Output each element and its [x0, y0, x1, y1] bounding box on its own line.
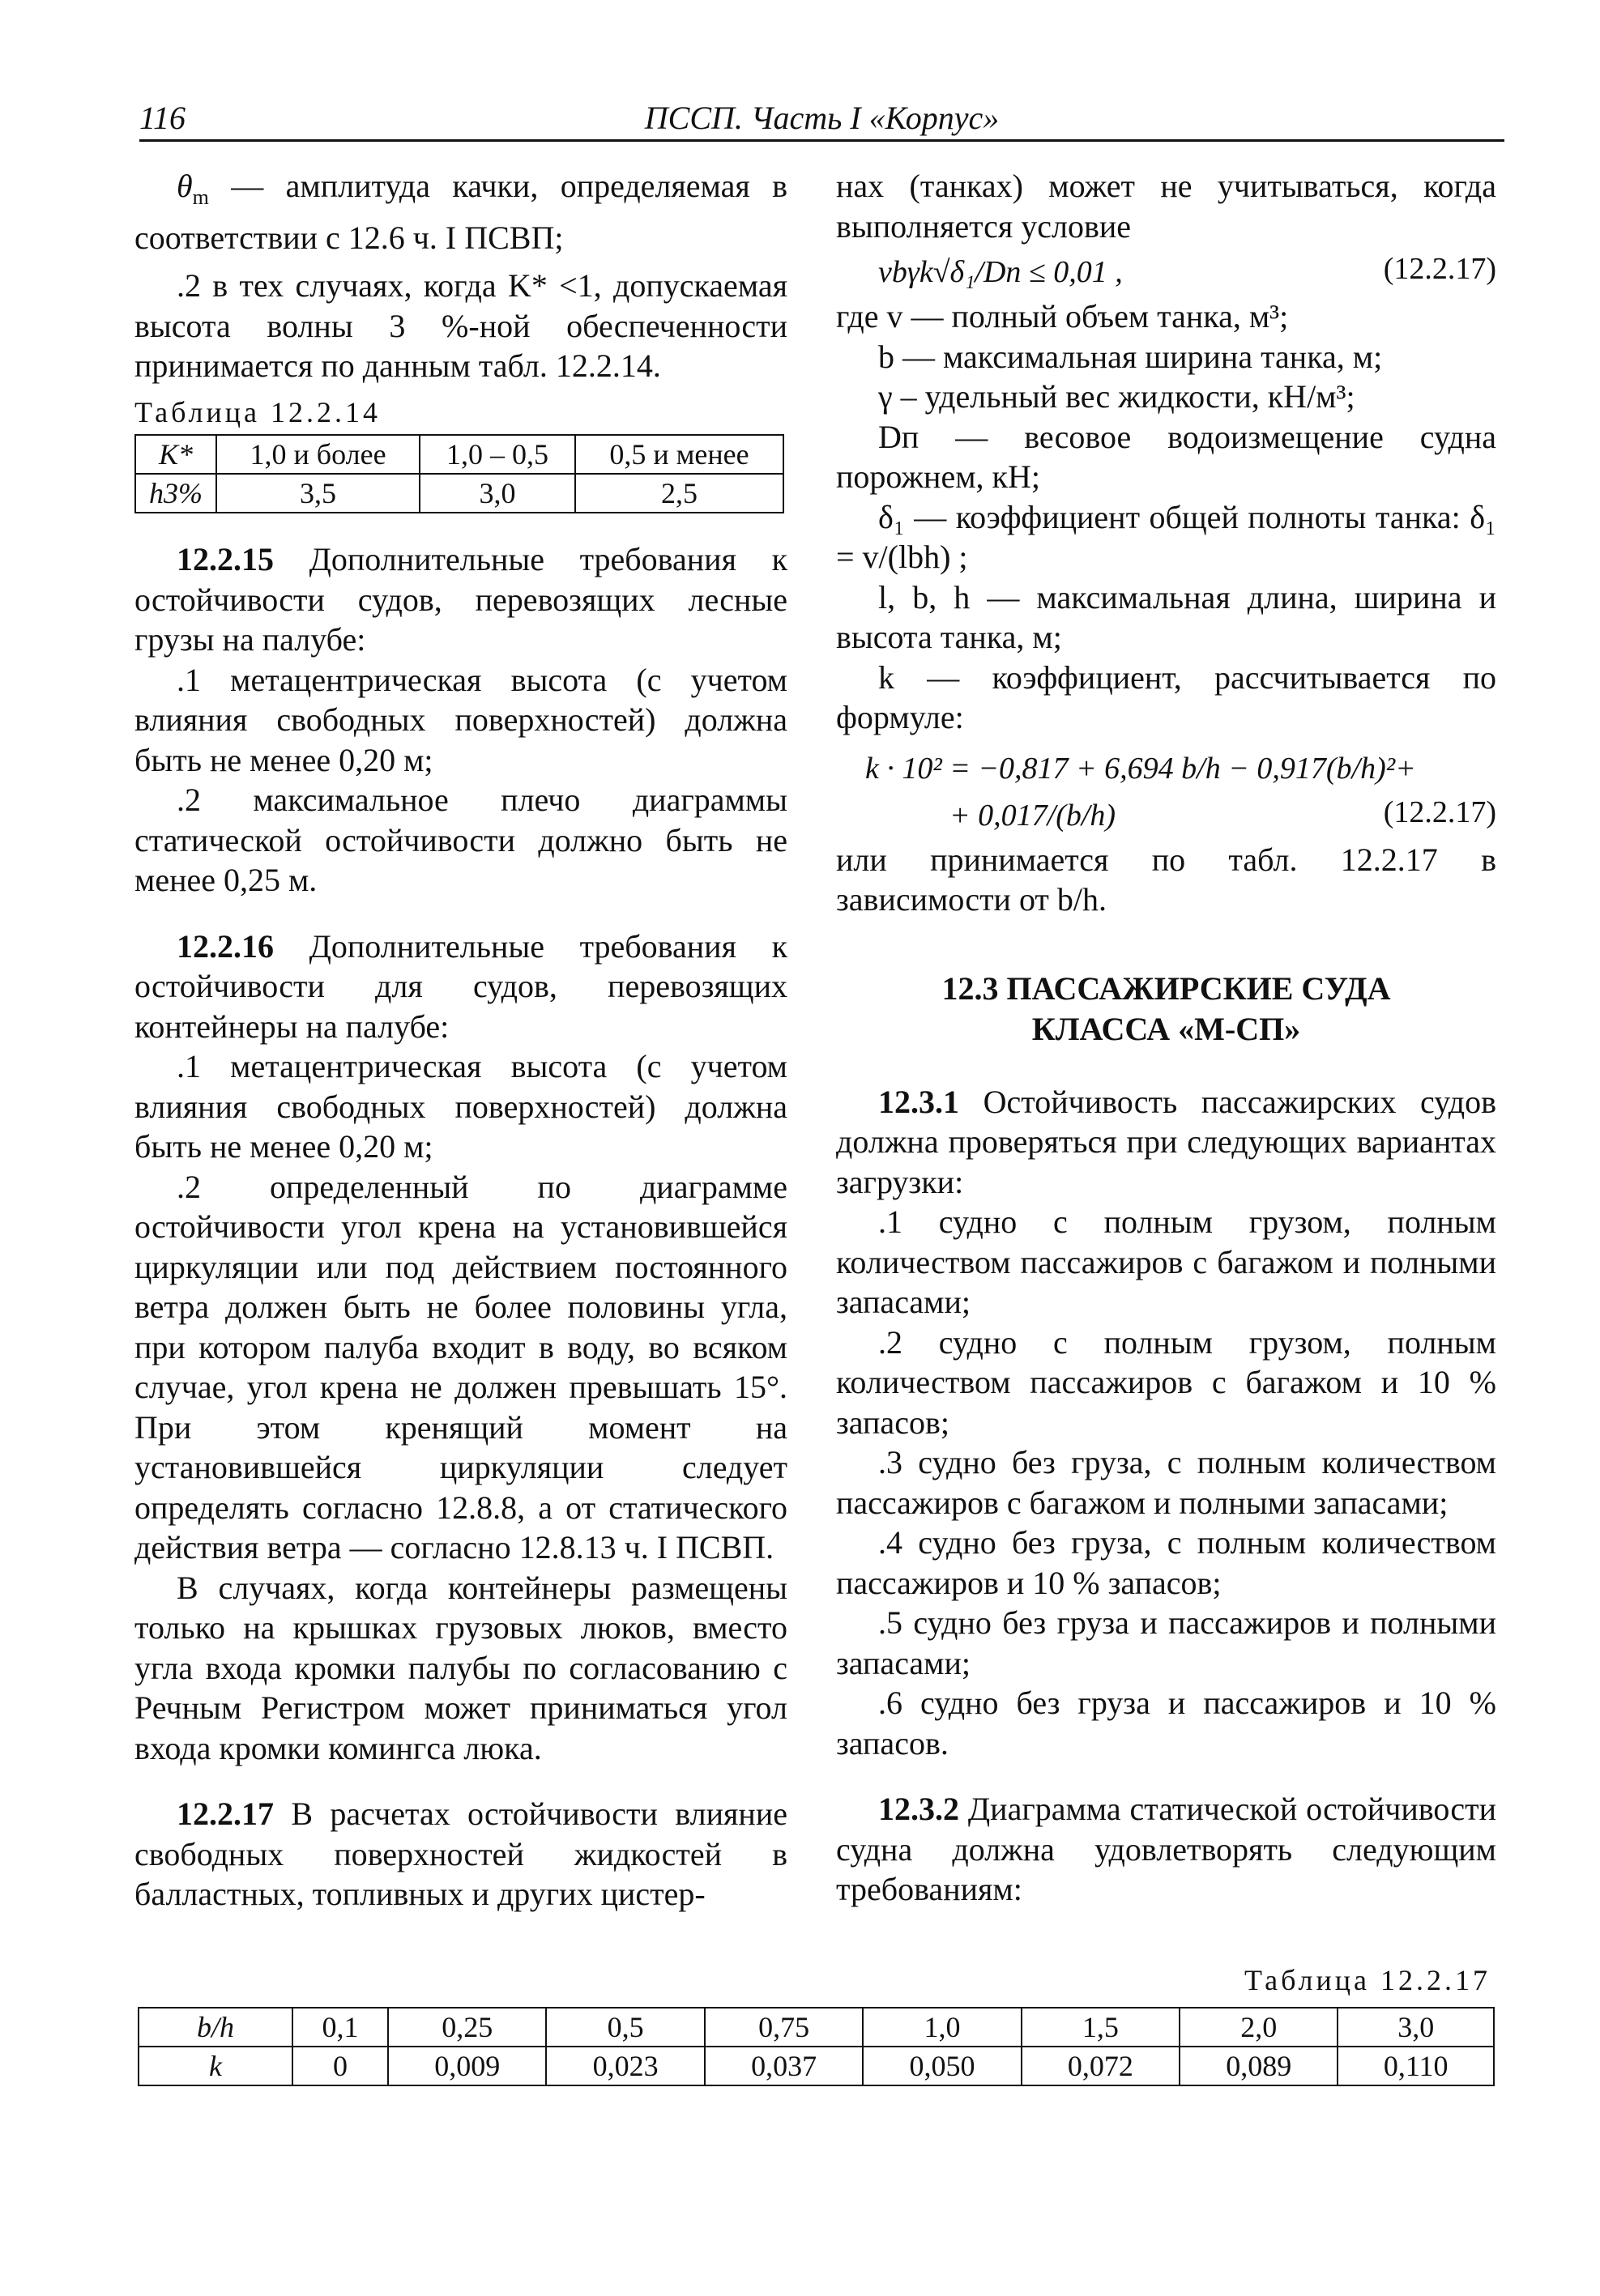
k-definition: k — коэффициент, рассчитывается по формуле: — [836, 658, 1496, 735]
table-cell: 1,5 — [1022, 2008, 1180, 2047]
theta-text: — амплитуда качки, определяемая в соответствии с 12.6 ч. I ПСВП; — [134, 168, 787, 256]
item-31-6: .6 судно без груза и пассажиров и 10 % запасов. — [836, 1685, 1496, 1761]
table-cell: 2,0 — [1180, 2008, 1338, 2047]
table-cell: 0,009 — [388, 2047, 546, 2085]
table-cell: 0,072 — [1022, 2047, 1180, 2085]
section-text: Дополнительные требования к остойчивости для судов, перевозящих контейнеры на палубе: — [134, 927, 788, 1045]
left-column — [134, 166, 787, 1915]
page-header — [139, 91, 1504, 142]
table-cell: 0 — [292, 2047, 388, 2085]
section-text: Диаграмма статической остойчивости судна должна удовлетворять следующим требованиям: — [836, 1791, 1497, 1907]
table-row — [139, 2047, 1494, 2085]
theta-definition — [134, 166, 787, 258]
section-12-2-16 — [134, 926, 787, 1047]
section-text: Дополнительные требования к остойчивости судов, перевозящих лесные грузы на палубе: — [134, 541, 788, 658]
d-definition: Dп — весовое водоизмещение судна порожнем, кН; — [836, 418, 1496, 495]
section-12-2-15 — [134, 539, 787, 660]
theta-symbol: θ — [177, 168, 193, 204]
item-16-1: .1 метацентрическая высота (с учетом влияния свободных поверхностей) должна быть не менее 0,20 м; — [134, 1048, 787, 1165]
page-number: 116 — [139, 100, 186, 136]
item-31-2: .2 судно с полным грузом, полным количеством пассажиров с багажом и 10 % запасов; — [836, 1323, 1496, 1441]
table-cell: K* — [135, 435, 216, 474]
section-12-2-17 — [134, 1794, 787, 1915]
theta-subscript: m — [192, 185, 209, 209]
table-cell: 0,037 — [705, 2047, 863, 2085]
section-number: 12.2.15 — [177, 541, 274, 577]
gamma-definition: γ – удельный вес жидкости, кН/м³; — [878, 378, 1355, 415]
table-cell: b/h — [139, 2008, 292, 2047]
table-cell: h3% — [135, 474, 216, 513]
continuation-paragraph: нах (танках) может не учитываться, когда выполняется условие — [836, 168, 1496, 245]
formula-text: vbγk√δ₁/Dп ≤ 0,01 , — [878, 255, 1123, 289]
right-column — [836, 166, 1496, 1910]
table-12-2-17 — [138, 2007, 1495, 2086]
formula-text: k · 10² = −0,817 + 6,694 b/h − 0,917(b/h)²+ — [865, 751, 1416, 786]
formula-k-line1 — [836, 746, 1496, 790]
containers-paragraph: В случаях, когда контейнеры размещены только на крышках грузовых люков, вместо угла входа кромки палубы по согласованию с Речным Регистром может приниматься угол входа кромки комингса люка. — [134, 1569, 787, 1766]
item-16-2: .2 определенный по диаграмме остойчивости угол крена на установившейся циркуляции или под действием постоянного ветра должен быть не более половины угла, при котором палуба входит в воду, во всяком случае, угол крена не должен превышать 15°. При этом кренящий момент на установившейся циркуляции следует определять согласно 12.8.8, а от статического действия ветра — согласно 12.8.13 ч. I ПСВП. — [134, 1168, 787, 1565]
table-cell: 0,5 — [546, 2008, 704, 2047]
item-31-1: .1 судно с полным грузом, полным количеством пассажиров с багажом и полными запасами; — [836, 1203, 1496, 1320]
table-cell: k — [139, 2047, 292, 2085]
section-number: 12.3.1 — [878, 1083, 959, 1120]
table-row — [135, 474, 783, 513]
table-12-2-14 — [134, 434, 784, 513]
item-31-3: .3 судно без груза, с полным количеством пассажиров с багажом и полными запасами; — [836, 1444, 1496, 1521]
section-12-3-1 — [836, 1082, 1496, 1203]
table-cell: 0,089 — [1180, 2047, 1338, 2085]
lbh-definition: l, b, h — максимальная длина, ширина и высота танка, м; — [836, 578, 1496, 655]
table-cell: 2,5 — [575, 474, 783, 513]
item-31-5: .5 судно без груза и пассажиров и полными запасами; — [836, 1604, 1496, 1681]
section-number: 12.3.2 — [878, 1791, 959, 1827]
item-2-paragraph: .2 в тех случаях, когда K* <1, допускаемая высота волны 3 %-ной обеспеченности принимается по данным табл. 12.2.14. — [134, 267, 787, 384]
item-15-1: .1 метацентрическая высота (с учетом влияния свободных поверхностей) должна быть не менее 0,20 м; — [134, 661, 787, 778]
table-cell: 0,110 — [1338, 2047, 1494, 2085]
table-cell: 0,75 — [705, 2008, 863, 2047]
table-cell: 3,5 — [216, 474, 420, 513]
section-number: 12.2.17 — [177, 1795, 274, 1832]
table-cell: 1,0 и более — [216, 435, 420, 474]
table-cell: 3,0 — [1338, 2008, 1494, 2047]
after-formula-paragraph: или принимается по табл. 12.2.17 в зависимости от b/h. — [836, 841, 1496, 918]
table-row — [139, 2008, 1494, 2047]
section-text: Остойчивость пассажирских судов должна проверяться при следующих вариантах загрузки: — [836, 1083, 1497, 1200]
table-cell: 0,5 и менее — [575, 435, 783, 474]
formula-k-line2 — [836, 793, 1496, 837]
table-12-2-14-caption: Таблица 12.2.14 — [134, 395, 381, 428]
equation-number: (12.2.17) — [1383, 252, 1496, 286]
table-cell: 1,0 — [863, 2008, 1021, 2047]
section-12-3-2 — [836, 1789, 1496, 1910]
formula-text: + 0,017/(b/h) — [949, 798, 1116, 833]
section-title-line2: КЛАССА «М-СП» — [1031, 1010, 1301, 1047]
table-cell: 0,25 — [388, 2008, 546, 2047]
v-definition: где v — полный объем танка, м³; — [836, 298, 1289, 334]
table-12-2-17-caption: Таблица 12.2.17 — [1244, 1964, 1491, 1996]
formula-condition — [836, 249, 1496, 293]
section-text: В расчетах остойчивости влияние свободных поверхностей жидкостей в балластных, топливных и других цистер- — [134, 1795, 787, 1912]
item-15-2: .2 максимальное плечо диаграммы статической остойчивости должно быть не менее 0,25 м. — [134, 782, 787, 898]
running-title: ПССП. Часть I «Корпус» — [644, 100, 1000, 136]
table-cell: 3,0 — [420, 474, 575, 513]
item-31-4: .4 судно без груза, с полным количеством пассажиров и 10 % запасов; — [836, 1524, 1496, 1601]
section-title-line1: 12.3 ПАССАЖИРСКИЕ СУДА — [941, 969, 1391, 1007]
section-number: 12.2.16 — [177, 927, 274, 965]
table-cell: 0,050 — [863, 2047, 1021, 2085]
table-row — [135, 435, 783, 474]
delta-definition: δ₁ — коэффициент общей полноты танка: δ₁ = v/(lbh) ; — [836, 498, 1496, 575]
table-cell: 1,0 – 0,5 — [420, 435, 575, 474]
b-definition: b — максимальная ширина танка, м; — [878, 338, 1383, 375]
equation-number: (12.2.17) — [1383, 794, 1496, 829]
table-cell: 0,1 — [292, 2008, 388, 2047]
table-cell: 0,023 — [546, 2047, 704, 2085]
section-title — [836, 969, 1496, 1050]
